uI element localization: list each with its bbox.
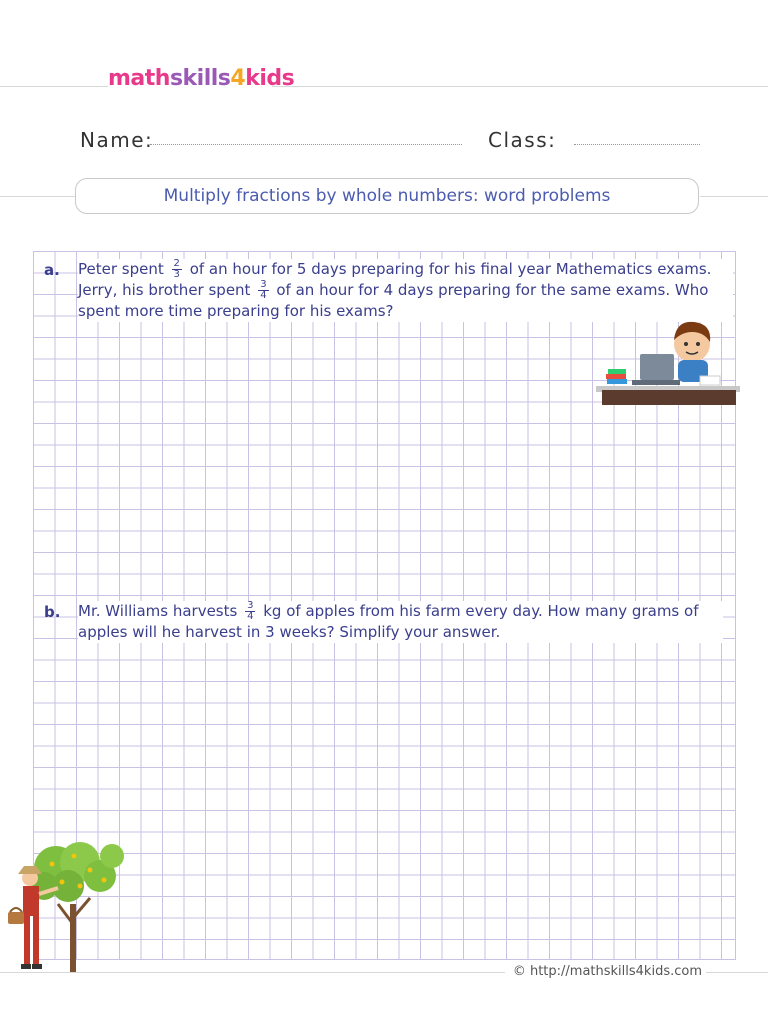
name-label: Name: bbox=[80, 128, 154, 152]
title-rule bbox=[700, 196, 768, 197]
footer-rule bbox=[706, 972, 768, 973]
logo-part: skills bbox=[169, 66, 231, 91]
question-a-part: of an hour for 4 days preparing for the same exams. Who spent more time preparing for his exams? bbox=[78, 281, 709, 320]
worksheet-title bbox=[75, 178, 699, 214]
question-b-part: kg of apples from his farm every day. How many grams of apples will he harvest in 3 weeks? Simplify your answer. bbox=[78, 602, 699, 641]
denominator: 4 bbox=[260, 290, 267, 301]
boy-at-desk-illustration bbox=[592, 312, 744, 408]
question-a-letter: a. bbox=[44, 261, 60, 279]
logo-part: 4 bbox=[230, 66, 246, 91]
title-rule bbox=[0, 196, 75, 197]
numerator: 3 bbox=[247, 600, 254, 611]
logo-part: math bbox=[108, 66, 170, 91]
question-b-part: Mr. Williams harvests bbox=[78, 602, 238, 620]
logo-part: kids bbox=[245, 66, 295, 91]
numerator: 3 bbox=[260, 279, 267, 290]
copyright-footer: © http://mathskills4kids.com bbox=[512, 964, 702, 979]
class-label: Class: bbox=[488, 128, 557, 152]
footer-rule bbox=[0, 972, 505, 973]
numerator: 2 bbox=[173, 258, 180, 269]
class-field[interactable] bbox=[574, 143, 700, 145]
worksheet-title-text: Multiply fractions by whole numbers: word problems bbox=[163, 186, 611, 206]
fraction bbox=[172, 259, 182, 280]
name-field[interactable] bbox=[150, 143, 462, 145]
denominator: 4 bbox=[247, 611, 254, 622]
farmer-apple-tree-illustration bbox=[4, 834, 128, 976]
question-a-part: Peter spent bbox=[78, 260, 164, 278]
fraction bbox=[258, 280, 268, 301]
question-a-part: of an hour for 5 days preparing for his final year Mathematics exams. Jerry, his brother spent bbox=[78, 260, 712, 299]
question-b-text bbox=[78, 601, 723, 643]
denominator: 3 bbox=[173, 269, 180, 280]
fraction bbox=[245, 601, 255, 622]
header-rule bbox=[272, 86, 768, 87]
header-rule bbox=[0, 86, 108, 87]
question-b-letter: b. bbox=[44, 603, 61, 621]
site-logo bbox=[108, 66, 294, 91]
